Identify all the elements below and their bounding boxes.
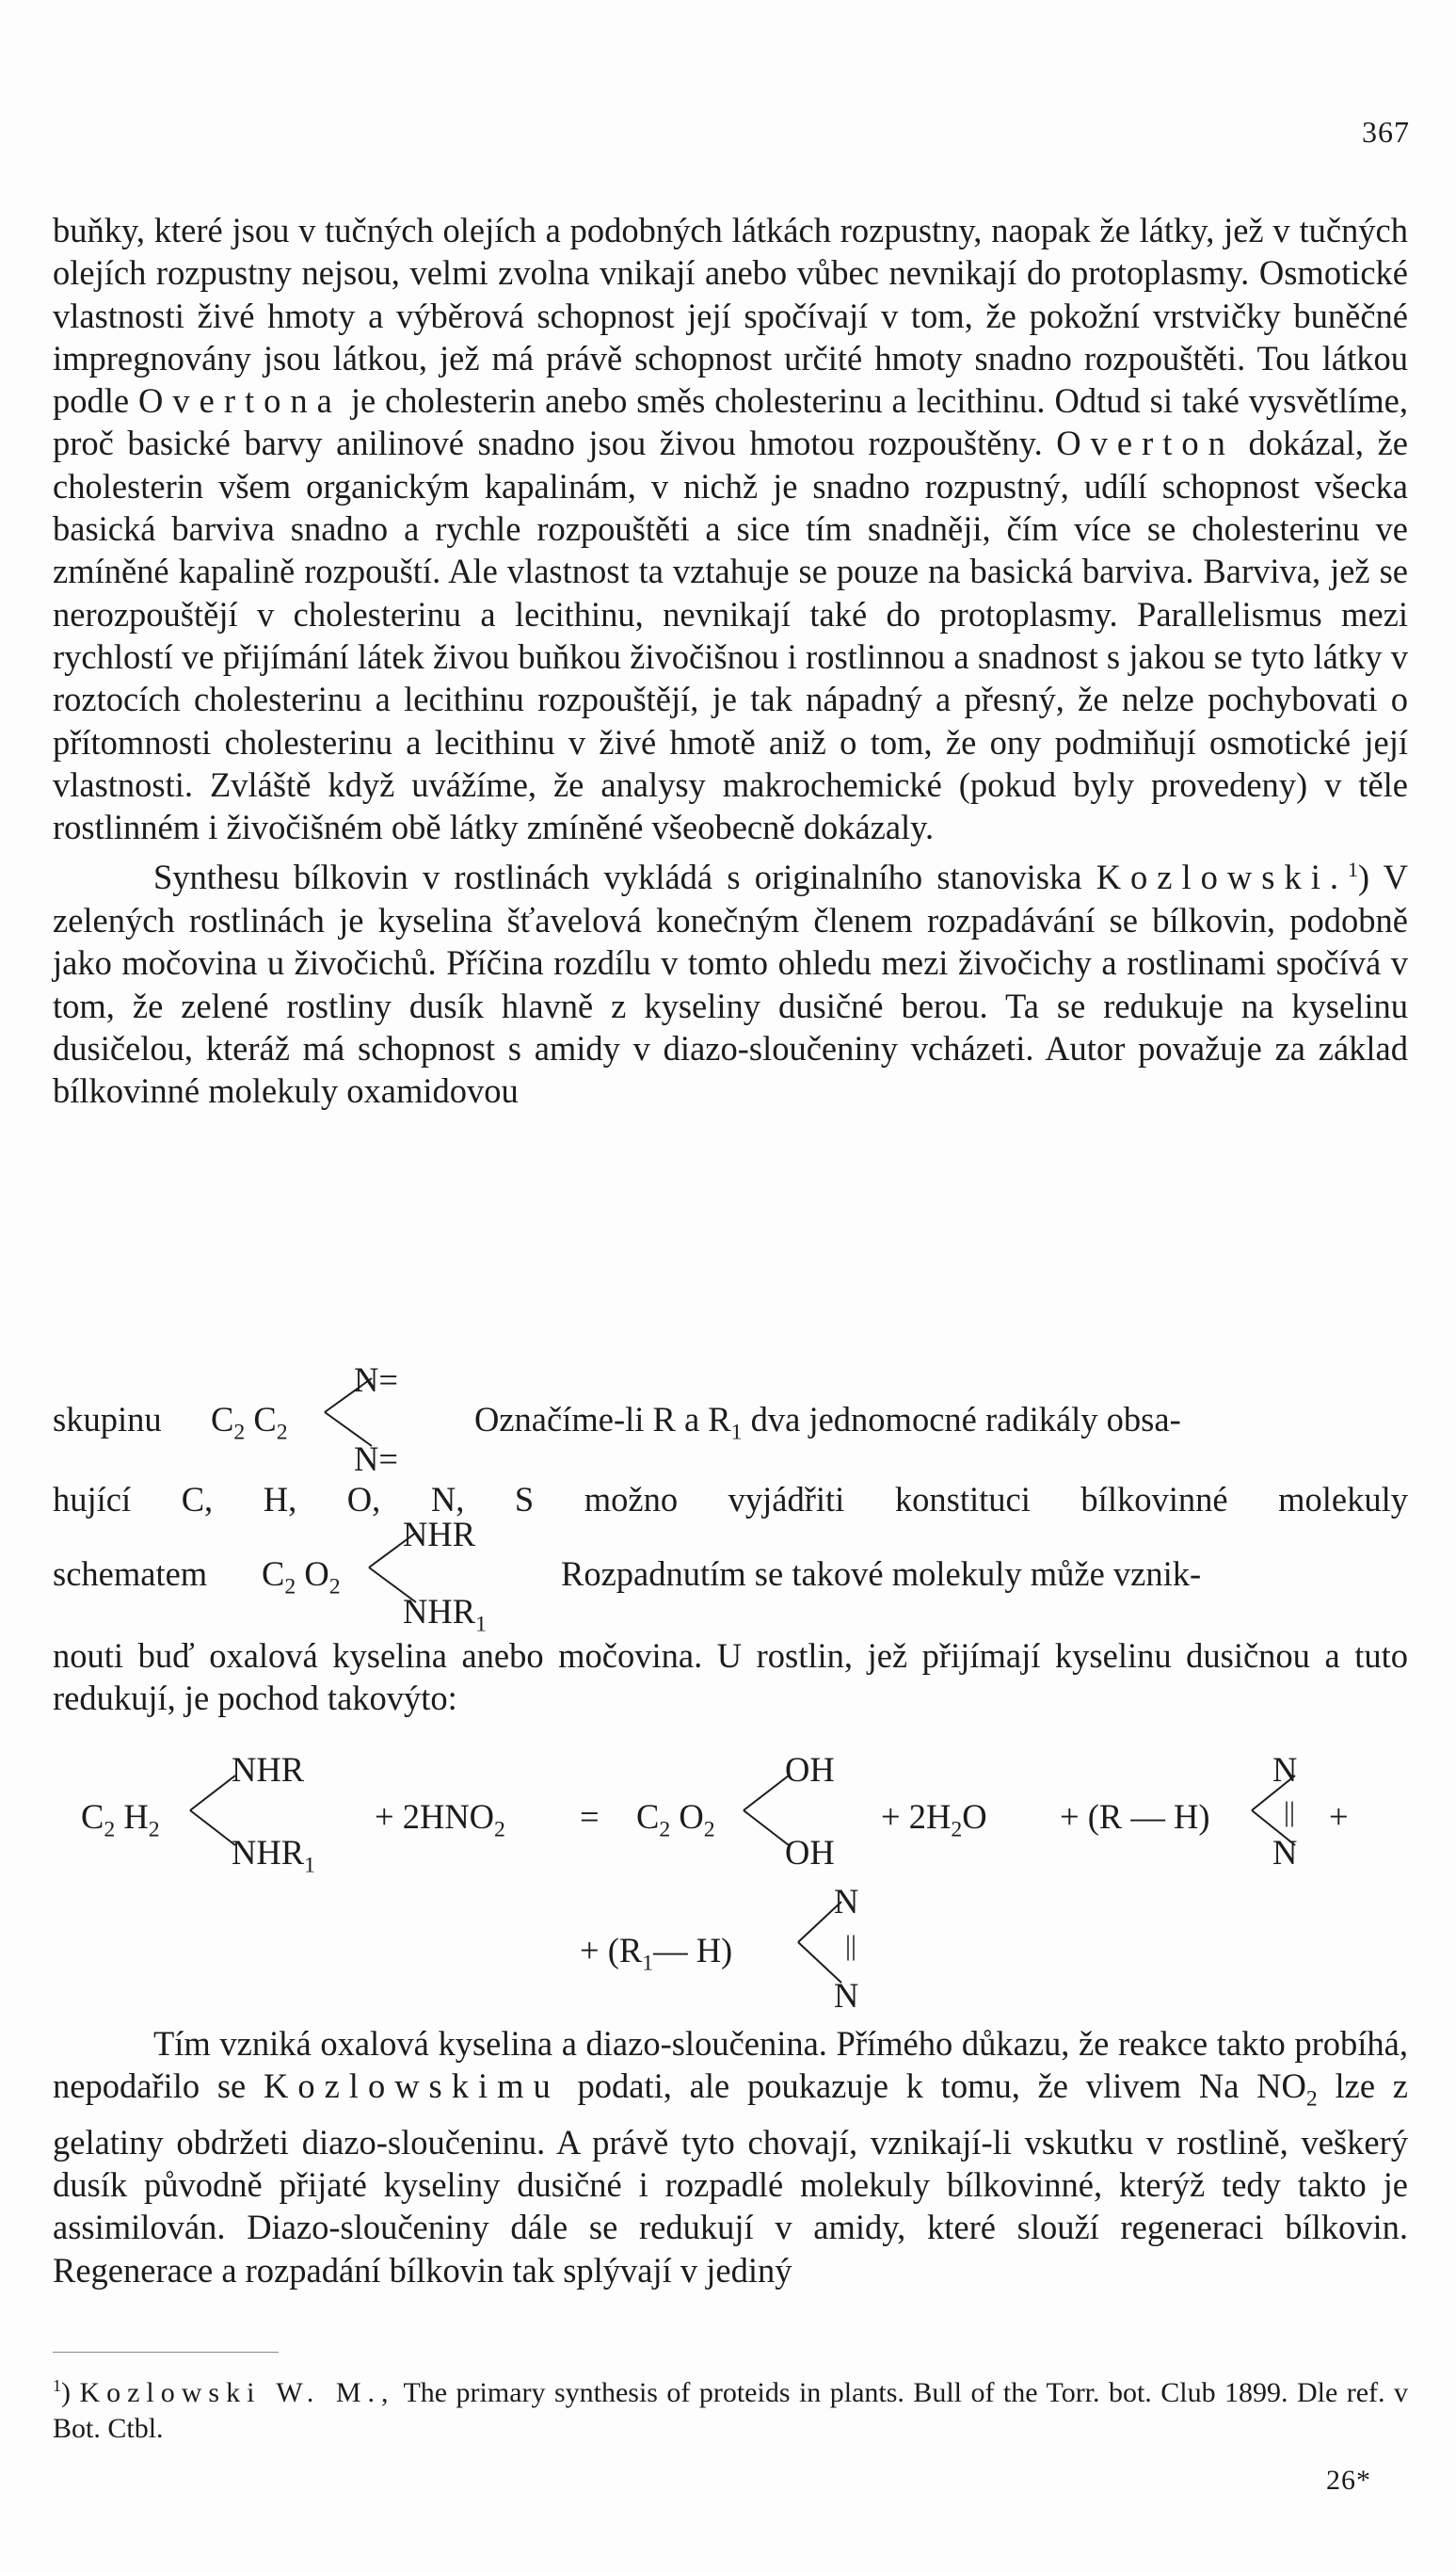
paragraph-2: Synthesu bílkovin v rostlinách vykládá s originalního stanoviska Kozlowski.$^1$) V zelených rostlinách je kyselina šťavelová konečným členem rozpadávání se bílkovin, podobně jako močovina u živočichů. Příčina rozdílu v tomto ohledu mezi živočichy a rostlinami spočívá v tom, že zelené rostliny dusík hlavně z kyseliny dusičné berou. Ta se redukuje na kyselinu dusičelou, kteráž má schopnost s amidy v diazo-sloučeniny vcházeti. Autor považuje za základ bílkovinné molekuly oxamidovou: [53, 858, 1408, 1111]
formula-1: skupinu $C_2$ $C_2$ N= N= Označíme-li R a $R_1$ dva jednomocné radikály obsa-: [53, 1360, 1181, 1478]
signature-mark: 26*: [1326, 2465, 1371, 2496]
author-name-kozlowski: Kozlowski.: [1096, 858, 1348, 897]
page-number: 367: [1362, 115, 1410, 149]
line-hujici: hující C, H, O, N, S možno vyjádřiti konstituci bílkovinné molekuly: [53, 1480, 1408, 1519]
footnote-author: Kozlowski W. M.,: [79, 2377, 395, 2408]
author-name-kozlowskimu: Kozlowskimu: [264, 2066, 560, 2106]
paragraph-4: Tím vzniká oxalová kyselina a diazo-sloučenina. Přímého důkazu, že reakce takto probíhá, nepodařilo se Kozlowskimu podati, ale poukazuje k tomu, že vlivem Na $NO_2$ lze z gelatiny obdržeti diazo-sloučeninu. A právě tyto chovají, vznikají-li vskutku v rostlině, veškerý dusík původně přijaté kyseliny dusičné i rozpadlé molekuly bílkovinné, kterýž tedy takto je assimilován. Diazo-sloučeniny dále se redukují v amidy, které slouží regeneraci bílkovin. Regenerace a rozpadání bílkovin tak splývají v jediný: [53, 2024, 1408, 2290]
body-text-top: [53, 209, 1408, 1112]
paragraph-1: buňky, které jsou v tučných olejích a podobných látkách rozpustny, naopak že látky, jež v tučných olejích rozpustny nejsou, velmi zvolna vnikají anebo vůbec nevnikají do protoplasmy. Osmotické vlastnosti živé hmoty a výběrová schopnost její spočívají v tom, že pokožní vrstvičky buněčné impregnovány jsou látkou, jež má právě schopnost určité hmoty snadno rozpouštěti. Tou látkou podle Overtona je cholesterin anebo směs cholesterinu a lecithinu. Odtud si také vysvětlíme, proč basické barvy anilinové snadno jsou živou hmotou rozpouštěny. Overton dokázal, že cholesterin všem organickým kapalinám, v nichž je snadno rozpustný, udílí schopnost všecka basická barviva snadno a rychle rozpouštěti a sice tím snadněji, čím více se cholesterinu ve zmíněné kapalině rozpouští. Ale vlastnost ta vztahuje se pouze na basická barviva. Barviva, jež se nerozpouštějí v cholesterinu a lecithinu, nevnikají také do protoplasmy. Parallelismus mezi rychlostí ve přijímání látek živou buňkou živočišnou i rostlinnou a snadnost s jakou se tyto látky v roztocích cholesterinu a lecithinu rozpouštějí, je tak nápadný a přesný, že nelze pochybovati o přítomnosti cholesterinu a lecithinu v živé hmotě aniž o tom, že ony podmiňují osmotické její vlastnosti. Zvláště když uvážíme, že analysy makrochemické (pokud byly provedeny) v těle rostlinném i živočišném obě látky zmíněné všeobecně dokázaly.: [53, 211, 1409, 847]
footnote-ref: 1: [1347, 858, 1358, 882]
author-name-overtona: Overtona: [138, 381, 342, 421]
paragraph-3: nouti buď oxalová kyselina anebo močovina. U rostlin, jež přijímají kyselinu dusičnou a tuto redukují, je pochod takovýto:: [53, 1636, 1408, 1718]
formula-2: schematem $C_2$ $O_2$ NHR $NHR_1$ Rozpadnutím se takové molekuly může vznik-: [53, 1515, 1202, 1637]
equation: $C_2$ $H_2$ NHR $NHR_1$ + $2HNO_2$ = $C_2$ $O_2$ OH OH + $2H_2O$ + (R — H) N || N + + ($R_1—$ H) N || N: [81, 1750, 1349, 2015]
footnote: $^1$) Kozlowski W. M., The primary synthesis of proteids in plants. Bull of the Torr. bot. Club 1899. Dle ref. v Bot. Ctbl.: [53, 2376, 1408, 2444]
author-name-overton: Overton: [1056, 424, 1235, 463]
footnote-mark: 1: [53, 2376, 61, 2395]
footnote-divider: [53, 2352, 279, 2353]
